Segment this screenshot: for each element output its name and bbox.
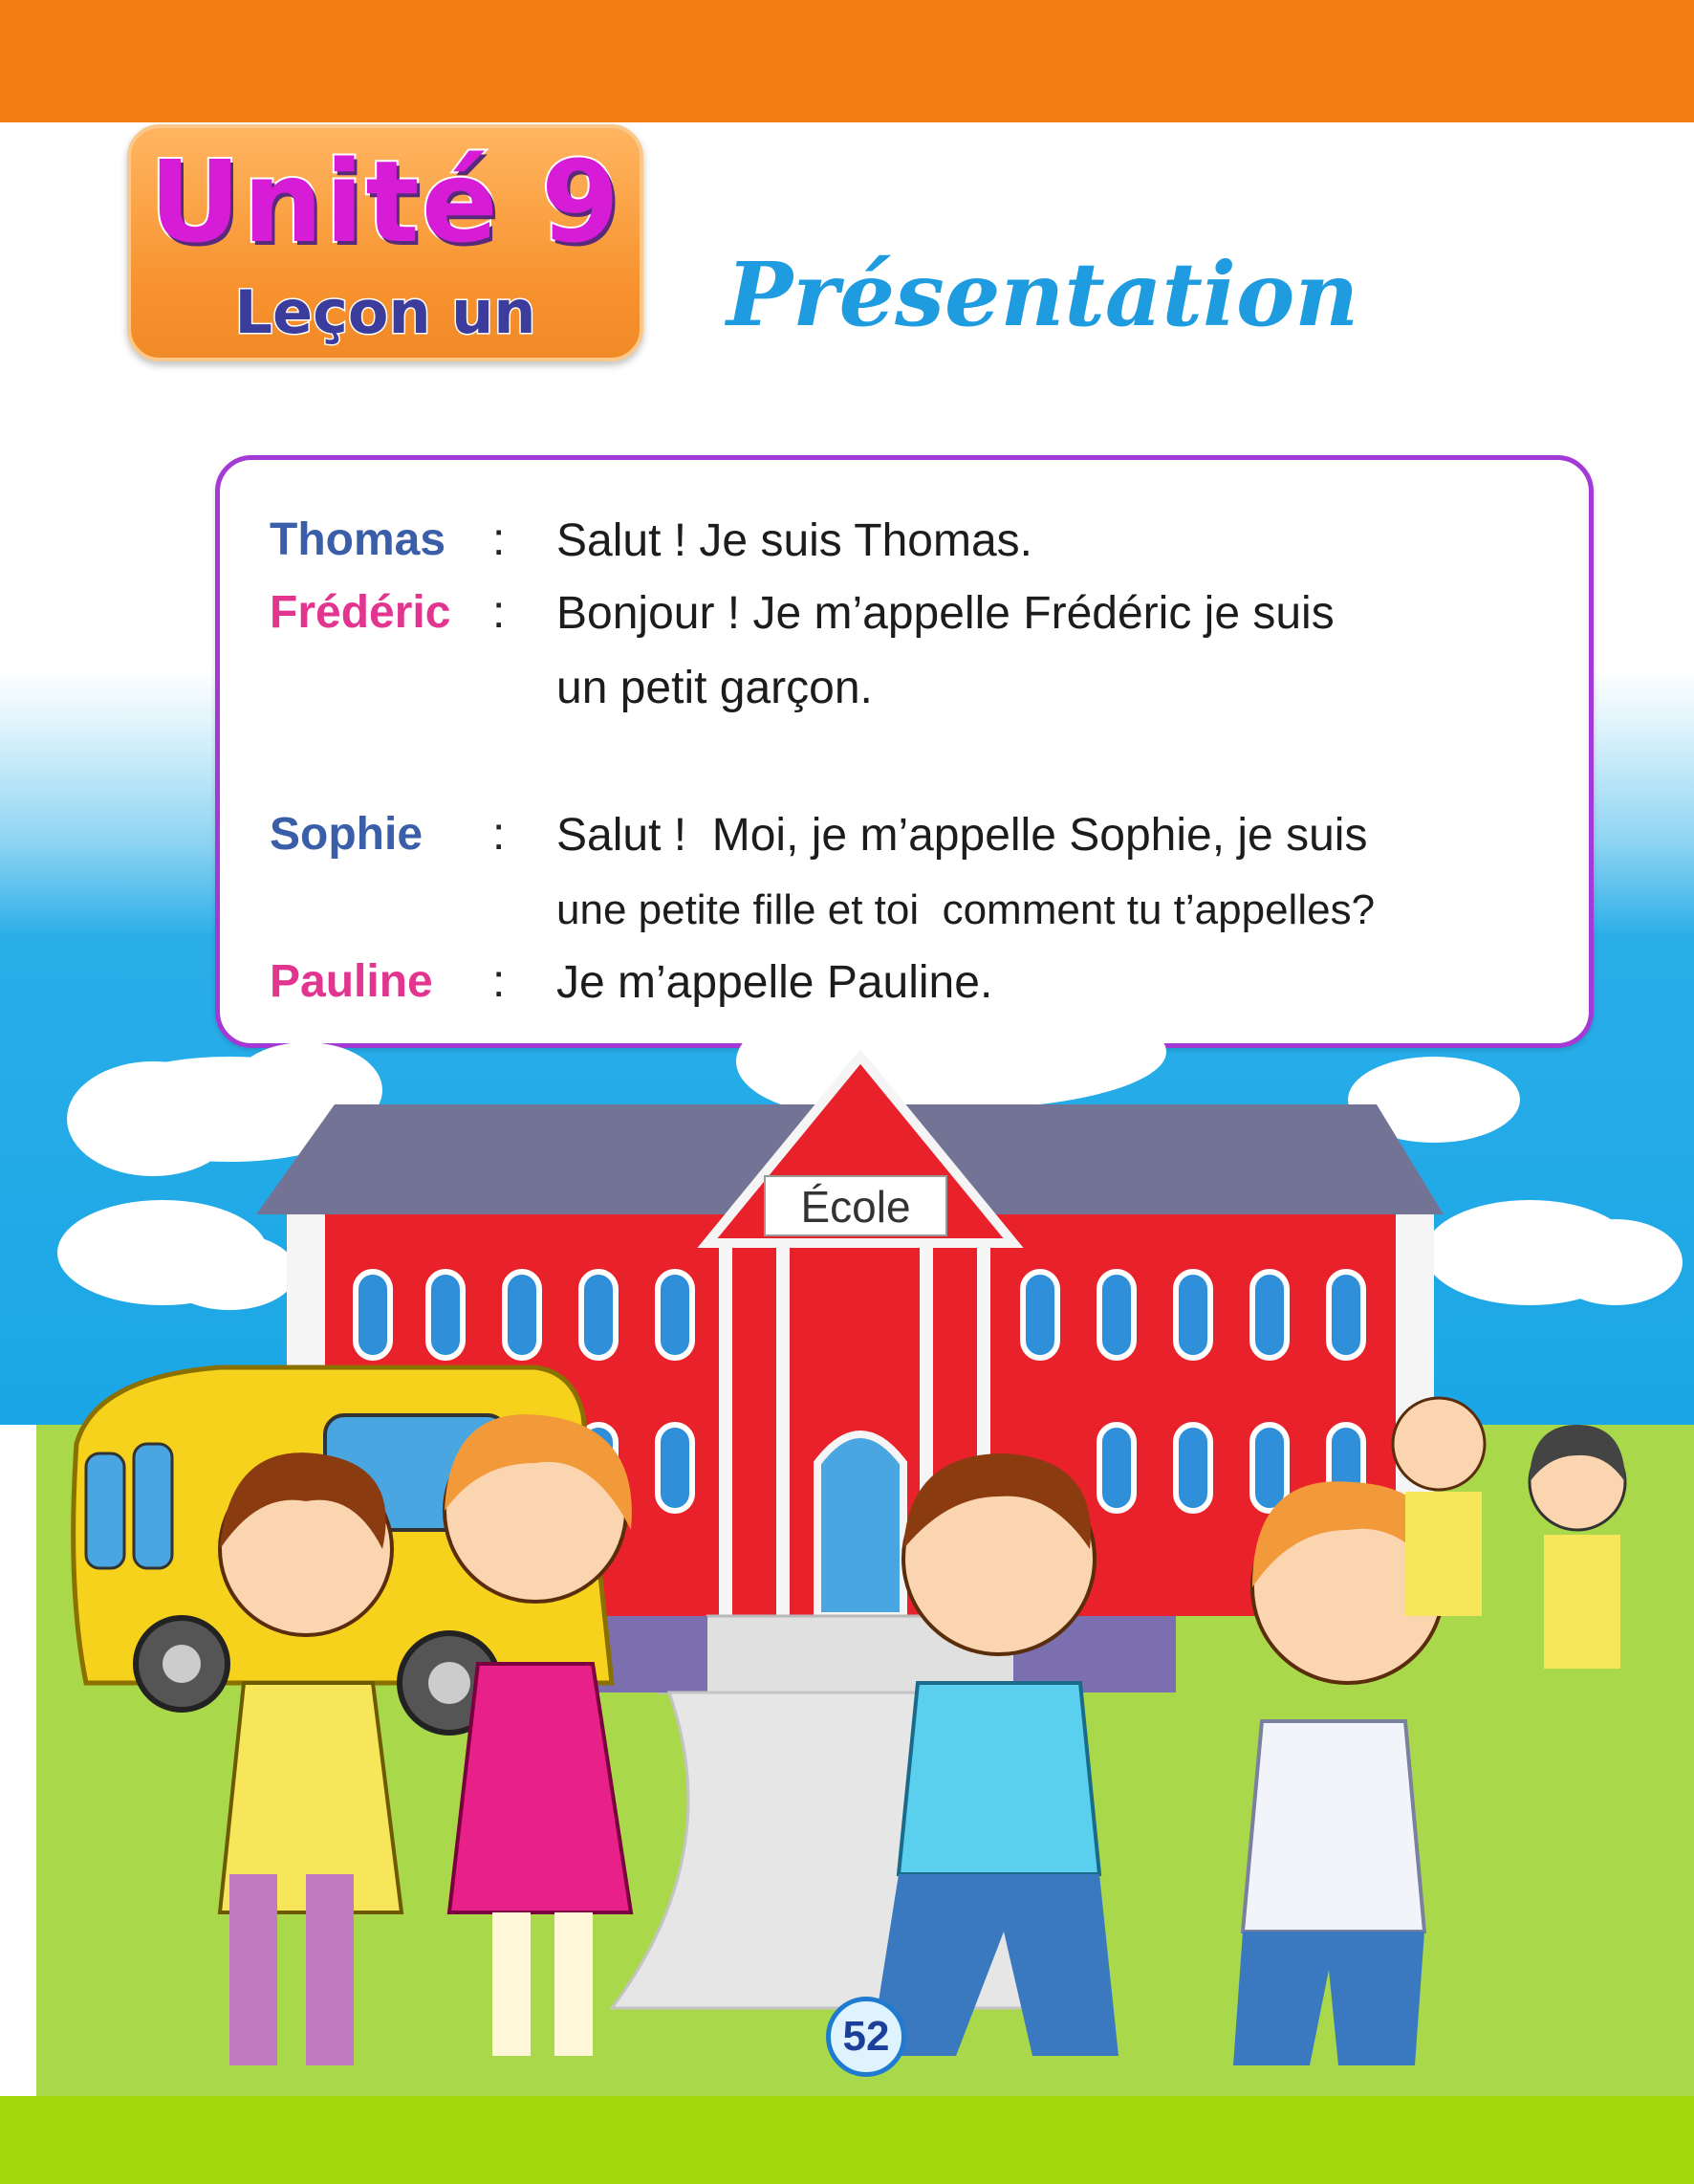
- speech-line: Je m’appelle Pauline.: [556, 957, 993, 1008]
- speaker-name: Frédéric: [270, 587, 451, 638]
- top-color-bar: [0, 0, 1694, 122]
- speaker-name: Sophie: [270, 809, 424, 860]
- unit-title: Unité 9: [149, 136, 621, 268]
- colon: :: [492, 956, 506, 1007]
- page-number: 52: [826, 1997, 906, 2077]
- speaker-name: Thomas: [270, 514, 446, 565]
- speech-line: Salut ! Moi, je m’appelle Sophie, je suis: [556, 810, 1368, 861]
- unit-badge: [127, 124, 643, 361]
- colon: :: [492, 809, 506, 860]
- school-door: [817, 1434, 903, 1616]
- speech-line: un petit garçon.: [556, 663, 873, 713]
- dialogue-box: [215, 455, 1594, 1048]
- lesson-title: Leçon un: [234, 277, 536, 347]
- school-sign: École: [800, 1182, 911, 1232]
- colon: :: [492, 514, 506, 565]
- speech-line: une petite fille et toi comment tu t’appelles?: [556, 886, 1376, 933]
- left-white-strip: [0, 1425, 36, 2096]
- bottom-color-bar: [0, 2096, 1694, 2184]
- section-title: Présentation: [727, 243, 1359, 346]
- speech-line: Salut ! Je suis Thomas.: [556, 515, 1032, 566]
- school-scene-illustration: [0, 1014, 1694, 2096]
- speech-line: Bonjour ! Je m’appelle Frédéric je suis: [556, 588, 1335, 639]
- colon: :: [492, 587, 506, 638]
- speaker-name: Pauline: [270, 956, 433, 1007]
